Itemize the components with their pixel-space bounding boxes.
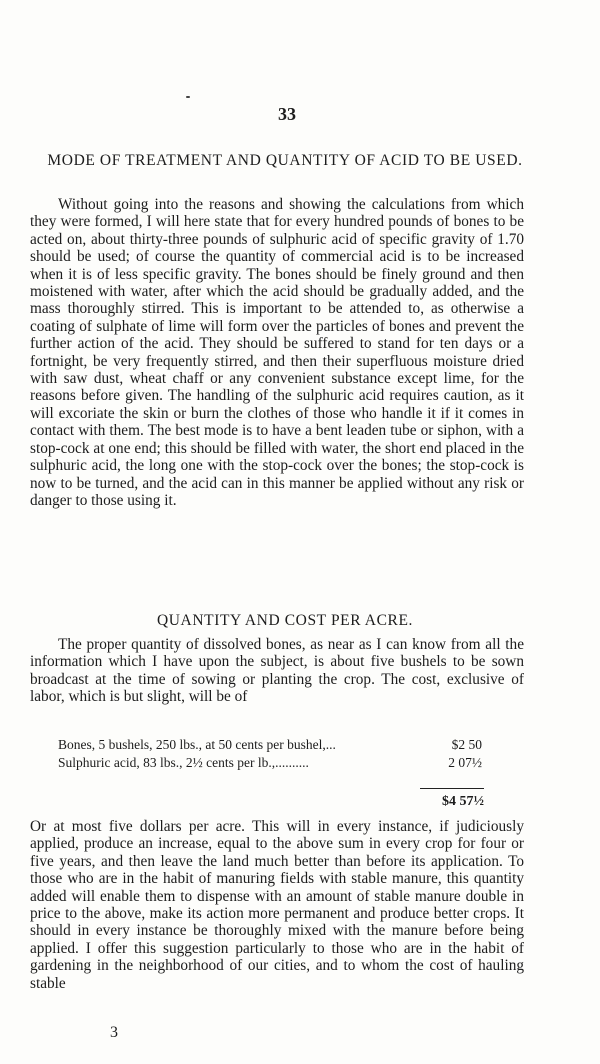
cost-item: Sulphuric acid, 83 lbs., 2½ cents per lb.,..........: [58, 755, 309, 770]
paragraph-closing: Or at most five dollars per acre. This will in every instance, if judiciously applied, produce an increase, equal to the above sum in every crop for four or five years, and then leave the land much better than before its application. To those who are in the habit of manuring fields with stable manure, this quantity added will enable them to dispense with an amount of stable manure double in price to the above, make its action more permanent and produce better crops. It should in every instance be thoroughly mixed with the manure before being applied. I offer this suggestion particularly to those who are in the habit of gardening in the neighborhood of our cities, and to whom the cost of hauling stable: [30, 818, 524, 992]
ink-speck: [186, 96, 190, 98]
section-heading-treatment: MODE OF TREATMENT AND QUANTITY OF ACID TO BE USED.: [47, 152, 523, 169]
sum-rule: [420, 788, 484, 789]
cost-amount: $2 50: [451, 737, 482, 752]
page-number: 33: [278, 104, 296, 124]
cost-item: Bones, 5 bushels, 250 lbs., at 50 cents per bushel,...: [58, 737, 336, 752]
section-heading-cost: QUANTITY AND COST PER ACRE.: [156, 612, 414, 629]
cost-row-acid: [58, 755, 482, 771]
signature-mark: 3: [110, 1024, 118, 1041]
paragraph-cost: The proper quantity of dissolved bones, as near as I can know from all the information which I have upon the subject, is about five bushels to be sown broadcast at the time of sowing or planting the crop. The cost, exclusive of labor, which is but slight, will be of: [30, 636, 524, 706]
paragraph-treatment: Without going into the reasons and showing the calculations from which they were formed, I will here state that for every hundred pounds of bones to be acted on, about thirty-three pounds of sulphuric acid of specific gravity of 1.70 should be used; of course the quantity of commercial acid is to be increased when it is of less specific gravity. The bones should be finely ground and then moistened with water, after which the acid should be gradually added, and the mass thoroughly stirred. This is important to be attended to, as otherwise a coating of sulphate of lime will form over the particles of bones and prevent the further action of the acid. They should be suffered to stand for ten days or a fortnight, be very frequently stirred, and then their superfluous moisture dried with saw dust, wheat chaff or any convenient substance except lime, for the reasons before given. The handling of the sulphuric acid requires caution, as it will excoriate the skin or burn the clothes of those who handle it if it comes in contact with them. The best mode is to have a bent leaden tube or siphon, with a stop-cock at one end; this should be filled with water, the short end placed in the sulphuric acid, the long one with the stop-cock over the bones; the stop-cock is now to be turned, and the acid can in this manner be applied without any risk or danger to those using it.: [30, 196, 524, 509]
cost-total: $4 57½: [442, 794, 484, 809]
cost-amount: 2 07½: [448, 755, 482, 770]
cost-row-bones: [58, 737, 482, 753]
